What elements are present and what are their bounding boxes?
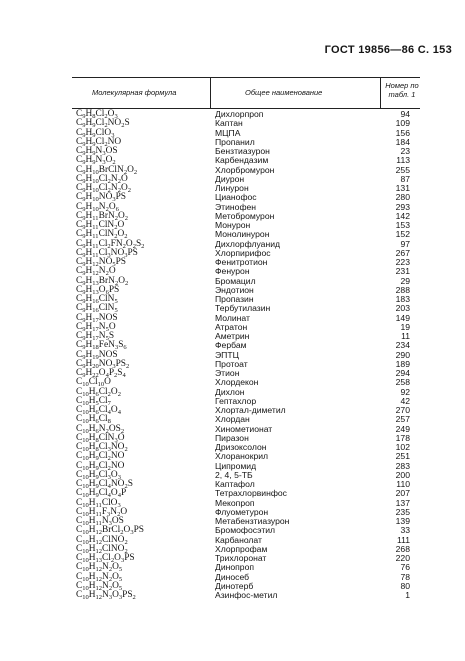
common-name-cell: Бромофосэтил — [215, 525, 276, 536]
common-name-cell: Дризоксолон — [215, 442, 267, 452]
table-number-cell: 294 — [395, 368, 410, 378]
formula-cell: $C_9H_{19}NOS$ — [76, 349, 118, 361]
table-number-cell: 184 — [395, 136, 410, 147]
table-number-cell: 223 — [395, 257, 410, 267]
common-name-cell: Карбендазим — [215, 155, 269, 166]
formula-cell: $C_9H_{11}ClN_2O$ — [76, 220, 125, 231]
table-number-cell: 113 — [396, 155, 410, 166]
table-number-cell: 80 — [400, 580, 410, 591]
formula-cell: $C_9H_9N_3OS$ — [76, 146, 118, 157]
common-name-cell: Фербам — [215, 340, 247, 351]
table-number-cell: 102 — [395, 442, 410, 452]
table-number-cell: 293 — [395, 201, 410, 212]
common-name-cell: Линурон — [215, 183, 249, 193]
table-number-cell: 29 — [400, 275, 410, 286]
formula-cell: $C_{10}H_8ClN_3O$ — [76, 432, 125, 444]
formula-cell: $C_9H_9Cl_2NO$ — [76, 136, 122, 148]
formula-cell: $C_{10}H_9Cl_3O_3$ — [76, 469, 121, 481]
common-name-cell: Мекопроп — [215, 497, 255, 508]
table-number-cell: 280 — [395, 192, 410, 203]
table-number-cell: 290 — [395, 349, 410, 360]
formula-cell: $C_{10}H_{13}Cl_2O_3PS$ — [76, 553, 135, 564]
table-number-cell: 183 — [395, 294, 410, 304]
formula-cell: $C_9H_9ClO_3$ — [76, 127, 115, 139]
common-name-cell: Метобромурон — [215, 210, 275, 221]
column-header-number — [383, 81, 421, 99]
common-name-cell: Хлортал-диметил — [215, 405, 286, 415]
table-number-cell: 11 — [401, 331, 410, 341]
common-name-cell: Каптафол — [215, 479, 255, 489]
common-name-cell: Дихлон — [215, 386, 245, 397]
table-number-cell: 78 — [400, 571, 410, 582]
common-name-cell: Фенурон — [215, 266, 250, 277]
formula-cell: $C_9H_{10}Cl_2N_2O$ — [76, 173, 128, 185]
common-name-cell: Аметрин — [215, 331, 250, 341]
table-number-cell: 76 — [400, 562, 410, 573]
common-name-cell: МЦПА — [215, 127, 241, 138]
table-number-cell: 97 — [400, 238, 410, 249]
table-number-cell: 234 — [395, 340, 410, 351]
common-name-cell: Тербутилазин — [215, 303, 271, 314]
table-number-cell: 111 — [396, 534, 410, 545]
table-number-cell: 19 — [400, 321, 410, 332]
table-number-cell: 249 — [395, 423, 410, 434]
common-name-cell: Трихлоронат — [215, 553, 267, 563]
common-name-cell: Каптан — [215, 118, 243, 129]
table-number-cell: 251 — [395, 451, 410, 462]
formula-cell: $C_{10}H_{12}N_2O_5$ — [76, 571, 123, 583]
formula-cell: $C_{10}H_{12}BrCl_2O_3PS$ — [76, 525, 144, 537]
formula-cell: $C_{10}H_9Cl_2NO$ — [76, 460, 125, 472]
table-number-cell: 1 — [405, 590, 410, 600]
table-body — [0, 110, 465, 600]
table-number-cell: 152 — [395, 229, 410, 240]
common-name-cell: Метабензтиазурон — [215, 516, 290, 526]
common-name-cell: Пиразон — [215, 432, 249, 443]
table-number-cell: 231 — [395, 266, 410, 277]
common-name-cell: Хлордекон — [215, 377, 259, 388]
common-name-cell: Дихлорпроп — [215, 109, 264, 119]
column-header-number-line1: Номер по — [385, 81, 419, 90]
formula-cell: $C_9H_{10}Cl_2N_2O_2$ — [76, 183, 131, 194]
table-number-cell: 110 — [396, 479, 410, 489]
table-number-cell: 156 — [395, 127, 410, 138]
table-number-cell: 189 — [395, 358, 410, 369]
formula-cell: $C_9H_9Cl_2NO_2S$ — [76, 118, 130, 130]
common-name-cell: Монурон — [215, 220, 251, 230]
page-header: ГОСТ 19856—86 С. 153 — [324, 44, 452, 56]
table-number-cell: 33 — [400, 525, 410, 536]
table-number-cell: 109 — [395, 118, 410, 129]
common-name-cell: Азинфос-метил — [215, 590, 278, 600]
formula-cell: $C_9H_{10}N_2O_6$ — [76, 201, 119, 213]
table-top-rule — [72, 77, 420, 78]
common-name-cell: Атратон — [215, 321, 248, 332]
formula-cell: $C_9H_{16}ClN_5$ — [76, 303, 118, 315]
formula-cell: $C_9H_{12}NO_5PS$ — [76, 257, 127, 268]
table-row — [0, 591, 465, 600]
formula-cell: $C_{10}H_9Cl_2NO$ — [76, 451, 125, 463]
common-name-cell: Диносеб — [215, 571, 250, 582]
common-name-cell: Хлорпирифос — [215, 247, 271, 258]
formula-cell: $C_9H_{18}FeN_3S_6$ — [76, 340, 127, 352]
formula-cell: $C_9H_8Cl_2O_3$ — [76, 109, 118, 120]
formula-cell: $C_9H_{17}NOS$ — [76, 312, 118, 324]
formula-cell: $C_9H_{13}BrN_2O_2$ — [76, 275, 129, 287]
table-number-cell: 153 — [395, 220, 410, 230]
common-name-cell: Диурон — [215, 173, 245, 184]
formula-cell: $C_{10}H_6Cl_4O_4$ — [76, 405, 121, 416]
common-name-cell: Этинофен — [215, 201, 257, 212]
table-number-cell: 142 — [395, 210, 410, 221]
common-name-cell: Хлордан — [215, 414, 250, 425]
formula-cell: $C_{10}H_{12}N_2O_5$ — [76, 580, 123, 592]
common-name-cell: Хлорпрофам — [215, 543, 268, 554]
table-number-cell: 94 — [400, 109, 410, 119]
table-number-cell: 92 — [400, 386, 410, 397]
common-name-cell: 2, 4, 5-ТБ — [215, 469, 253, 480]
formula-cell: $C_{10}H_6Cl_8$ — [76, 414, 111, 426]
common-name-cell: Этион — [215, 368, 240, 378]
common-name-cell: Монолинурон — [215, 229, 270, 240]
column-divider — [210, 77, 211, 108]
formula-cell: $C_{10}H_{11}ClO_3$ — [76, 497, 121, 509]
formula-cell: $C_9H_{10}NO_3PS$ — [76, 192, 127, 204]
common-name-cell: Бензтиазурон — [215, 146, 270, 156]
table-number-cell: 23 — [400, 146, 410, 156]
table-number-cell: 270 — [395, 405, 410, 415]
common-name-cell: Цианофос — [215, 192, 257, 203]
formula-cell: $C_9H_{17}N_5O$ — [76, 321, 116, 333]
column-header-formula: Молекулярная формула — [92, 88, 177, 97]
common-name-cell: Динотерб — [215, 580, 254, 591]
formula-cell: $C_{10}H_5Cl_7$ — [76, 395, 111, 407]
common-name-cell: Гептахлор — [215, 395, 257, 406]
table-number-cell: 203 — [395, 303, 410, 314]
table-number-cell: 257 — [395, 414, 410, 425]
formula-cell: $C_9H_{11}Cl_3NO_3PS$ — [76, 247, 138, 259]
table-number-cell: 207 — [395, 488, 410, 499]
common-name-cell: Динопроп — [215, 562, 255, 573]
table-number-cell: 149 — [395, 312, 410, 323]
common-name-cell: ЭПТЦ — [215, 349, 239, 360]
formula-cell: $C_{10}H_9Cl_4O_4P$ — [76, 488, 127, 500]
table-number-cell: 87 — [400, 173, 410, 184]
formula-cell: $C_{10}H_{11}N_3OS$ — [76, 516, 124, 527]
common-name-cell: Тетрахлорвинфос — [215, 488, 287, 499]
table-number-cell: 235 — [395, 506, 410, 517]
table-number-cell: 258 — [395, 377, 410, 388]
table-number-cell: 178 — [395, 432, 410, 443]
formula-cell: $C_{10}H_8Cl_3NO_2$ — [76, 442, 128, 453]
formula-cell: $C_{10}Cl_{10}O$ — [76, 377, 111, 389]
common-name-cell: Хлоранокрил — [215, 451, 269, 462]
common-name-cell: Пропанил — [215, 136, 255, 147]
column-header-name: Общее наименование — [245, 88, 323, 97]
table-number-cell: 267 — [395, 247, 410, 258]
formula-cell: $C_{10}H_9Cl_4NO_2S$ — [76, 479, 133, 490]
common-name-cell: Хинометионат — [215, 423, 273, 434]
common-name-cell: Эндотион — [215, 284, 254, 295]
table-number-cell: 268 — [395, 543, 410, 554]
formula-cell: $C_9H_{11}BrN_2O_2$ — [76, 210, 128, 222]
formula-cell: $C_9H_{20}NO_3PS_2$ — [76, 358, 130, 370]
common-name-cell: Карбанолат — [215, 534, 262, 545]
formula-cell: $C_{10}H_{12}N_2O_5$ — [76, 562, 123, 574]
table-number-cell: 42 — [400, 395, 410, 406]
formula-cell: $C_9H_{17}N_5S$ — [76, 331, 115, 342]
formula-cell: $C_{10}H_{12}ClNO_2$ — [76, 543, 128, 555]
formula-cell: $C_9H_{12}N_2O$ — [76, 266, 116, 278]
formula-cell: $C_9H_{13}O_6PS$ — [76, 284, 120, 296]
common-name-cell: Дихлорфлуанид — [215, 238, 281, 249]
table-number-cell: 131 — [395, 183, 410, 193]
table-number-cell: 200 — [395, 469, 410, 480]
column-divider — [380, 77, 381, 108]
formula-cell: $C_{10}H_{11}F_3N_2O$ — [76, 506, 128, 518]
formula-cell: $C_9H_{16}ClN_5$ — [76, 294, 118, 305]
table-number-cell: 283 — [395, 460, 410, 471]
formula-cell: $C_9H_{10}BrClN_2O_2$ — [76, 164, 138, 176]
table-number-cell: 255 — [395, 164, 410, 175]
table-number-cell: 220 — [395, 553, 410, 563]
table-number-cell: 288 — [395, 284, 410, 295]
formula-cell: $C_{10}H_6N_2OS_2$ — [76, 423, 125, 435]
table-number-cell: 137 — [395, 497, 410, 508]
formula-cell: $C_9H_{11}Cl_2FN_2O_2S_2$ — [76, 238, 145, 250]
column-header-number-line2: табл. 1 — [388, 90, 416, 99]
common-name-cell: Флуометурон — [215, 506, 269, 517]
common-name-cell: Фенитротион — [215, 257, 268, 267]
common-name-cell: Ципромид — [215, 460, 257, 471]
formula-cell: $C_9H_{22}O_4P_2S_4$ — [76, 368, 126, 379]
common-name-cell: Молинат — [215, 312, 250, 323]
common-name-cell: Протоат — [215, 358, 248, 369]
table-number-cell: 139 — [395, 516, 410, 526]
formula-cell: $C_9H_9N_3O_2$ — [76, 155, 116, 167]
common-name-cell: Бромацил — [215, 275, 256, 286]
formula-cell: $C_{10}H_{12}N_3O_3PS_2$ — [76, 590, 136, 601]
common-name-cell: Хлорбромурон — [215, 164, 275, 175]
formula-cell: $C_9H_{11}ClN_2O_2$ — [76, 229, 128, 241]
formula-cell: $C_{10}H_{12}ClNO_2$ — [76, 534, 128, 546]
formula-cell: $C_{10}H_6Cl_2O_2$ — [76, 386, 121, 398]
common-name-cell: Пропазин — [215, 294, 254, 304]
